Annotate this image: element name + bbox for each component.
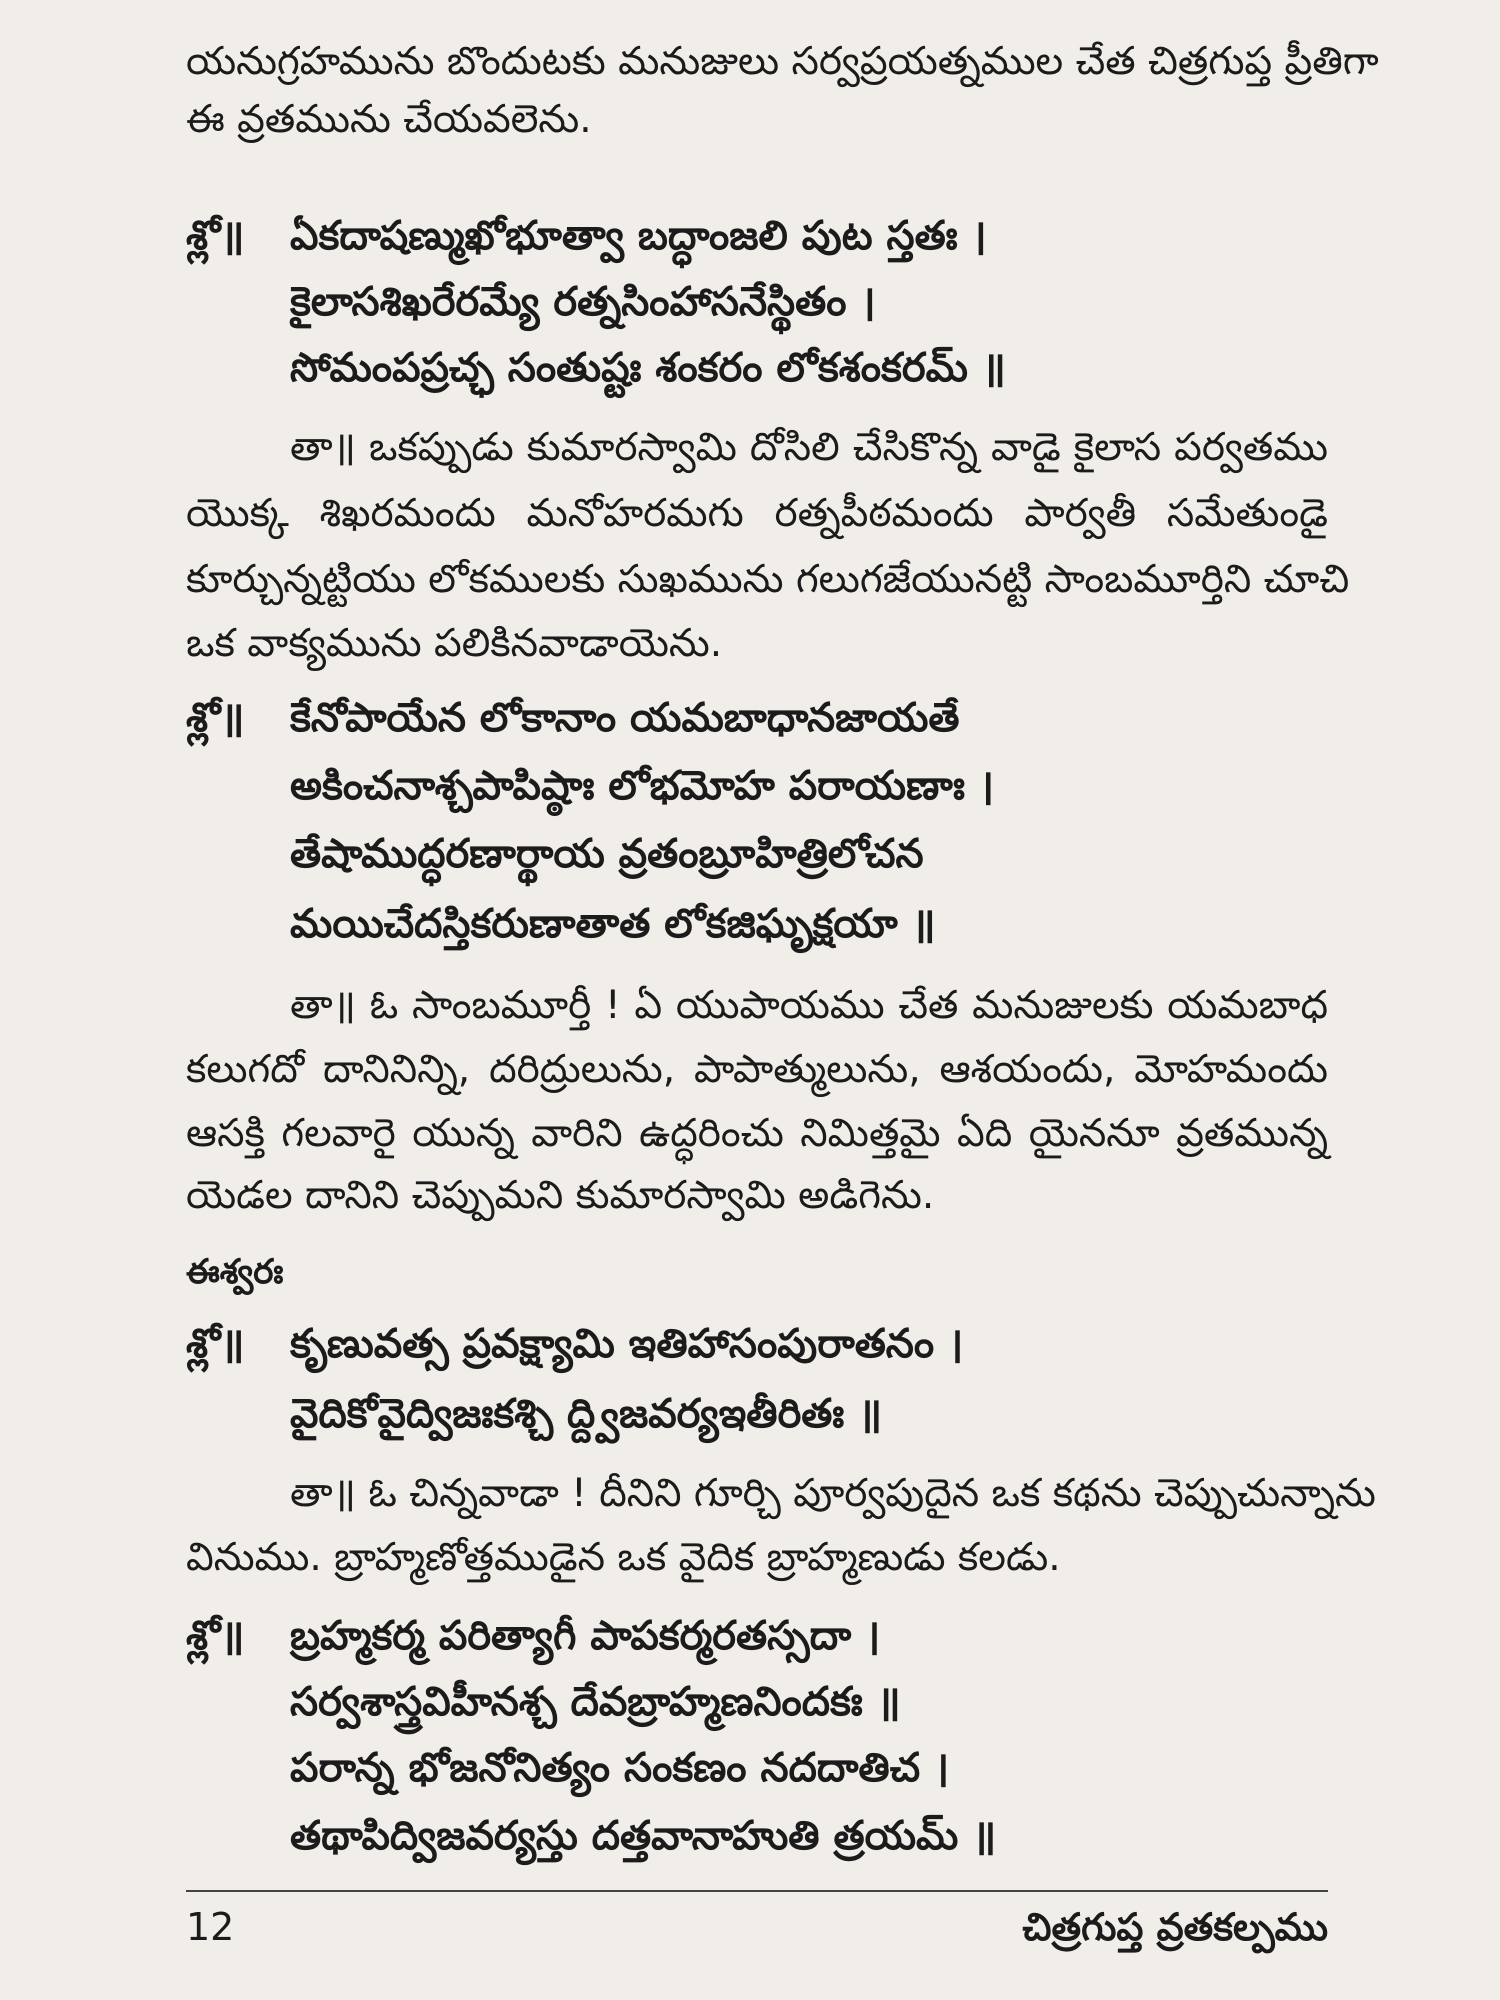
prose-line: ఈ వ్రతమును చేయవలెను. — [186, 97, 592, 142]
prose-line: ఆసక్తి గలవారై యున్న వారిని ఉద్ధరించు నిమిత్తమై ఏది యైననూ వ్రతమున్న — [186, 1111, 1328, 1156]
verse-line: పరాన్న భోజనోనిత్యం సంకణం నదదాతిచ । — [290, 1745, 950, 1791]
page-number: 12 — [186, 1905, 235, 1949]
sloka-marker: శ్లో॥ — [186, 1613, 245, 1659]
prose-line: యొక్క శిఖరమందు మనోహరమగు రత్నపీఠమందు పార్వతీ సమేతుండై — [186, 491, 1328, 536]
prose-line: తా॥ ఓ సాంబమూర్తీ ! ఏ యుపాయము చేత మనుజులకు యమబాధ — [290, 983, 1328, 1028]
verse-line: వైదికోవైద్విజఃకశ్చి ద్ద్విజవర్యఇతీరితః ॥ — [290, 1391, 883, 1437]
prose-line: తా॥ ఒకప్పుడు కుమారస్వామి దోసిలి చేసికొన్న వాడై కైలాస పర్వతము — [290, 425, 1328, 470]
verse-line: కైలాసశిఖరేరమ్యే రత్నసింహాసనేస్థితం । — [290, 279, 876, 325]
speaker-heading: ఈశ్వరః — [186, 1252, 284, 1292]
verse-line: అకించనాశ్చపాపిష్ఠాః లోభమోహ పరాయణాః । — [290, 763, 995, 809]
verse-line: కేనోపాయేన లోకానాం యమబాధానజాయతే — [290, 695, 960, 741]
running-head: చిత్రగుప్త వ్రతకల్పము — [1022, 1905, 1328, 1949]
verse-line: కృణువత్స ప్రవక్ష్యామి ఇతిహాసంపురాతనం । — [290, 1321, 964, 1367]
footer-rule — [186, 1890, 1328, 1892]
prose-line: తా॥ ఓ చిన్నవాడా ! దీనిని గూర్చి పూర్వపుదైన ఒక కథను చెప్పుచున్నాను — [290, 1471, 1376, 1516]
prose-line: ఒక వాక్యమును పలికినవాడాయెను. — [186, 621, 723, 666]
sloka-marker: శ్లో॥ — [186, 213, 245, 259]
sloka-marker: శ్లో॥ — [186, 695, 245, 741]
prose-line: యెడల దానిని చెప్పుమని కుమారస్వామి అడిగెను. — [186, 1173, 935, 1218]
verse-line: తథాపిద్విజవర్యస్తు దత్తవానాహుతి త్రయమ్ ॥ — [290, 1813, 997, 1859]
prose-line: వినుము. బ్రాహ్మణోత్తముడైన ఒక వైదిక బ్రాహ్మణుడు కలడు. — [186, 1535, 1061, 1580]
prose-line: కలుగదో దానినిన్ని, దరిద్రులును, పాపాత్ములును, ఆశయందు, మోహమందు — [186, 1047, 1328, 1092]
verse-line: బ్రహ్మకర్మ పరిత్యాగీ పాపకర్మరతస్సదా । — [290, 1613, 881, 1659]
prose-line: కూర్చున్నట్టియు లోకములకు సుఖమును గలుగజేయునట్టి సాంబమూర్తిని చూచి — [186, 557, 1350, 602]
verse-line: సోమంపప్రచ్ఛ సంతుష్టః శంకరం లోకశంకరమ్ ॥ — [290, 345, 1006, 391]
sloka-marker: శ్లో॥ — [186, 1321, 245, 1367]
prose-line: యనుగ్రహమును బొందుటకు మనుజులు సర్వప్రయత్నముల చేత చిత్రగుప్త ప్రీతిగా — [186, 39, 1379, 84]
verse-line: సర్వశాస్త్రవిహీనశ్చ దేవబ్రాహ్మణనిందకః ॥ — [290, 1679, 901, 1725]
verse-line: మయిచేదస్తికరుణాతాత లోకజిఘృక్షయా ॥ — [290, 901, 936, 947]
verse-line: ఏకదాషణ్ముఖోభూత్వా బద్ధాంజలి పుట స్తతః । — [290, 213, 987, 259]
verse-line: తేషాముద్ధరణార్థాయ వ్రతంబ్రూహిత్రిలోచన — [290, 831, 924, 877]
